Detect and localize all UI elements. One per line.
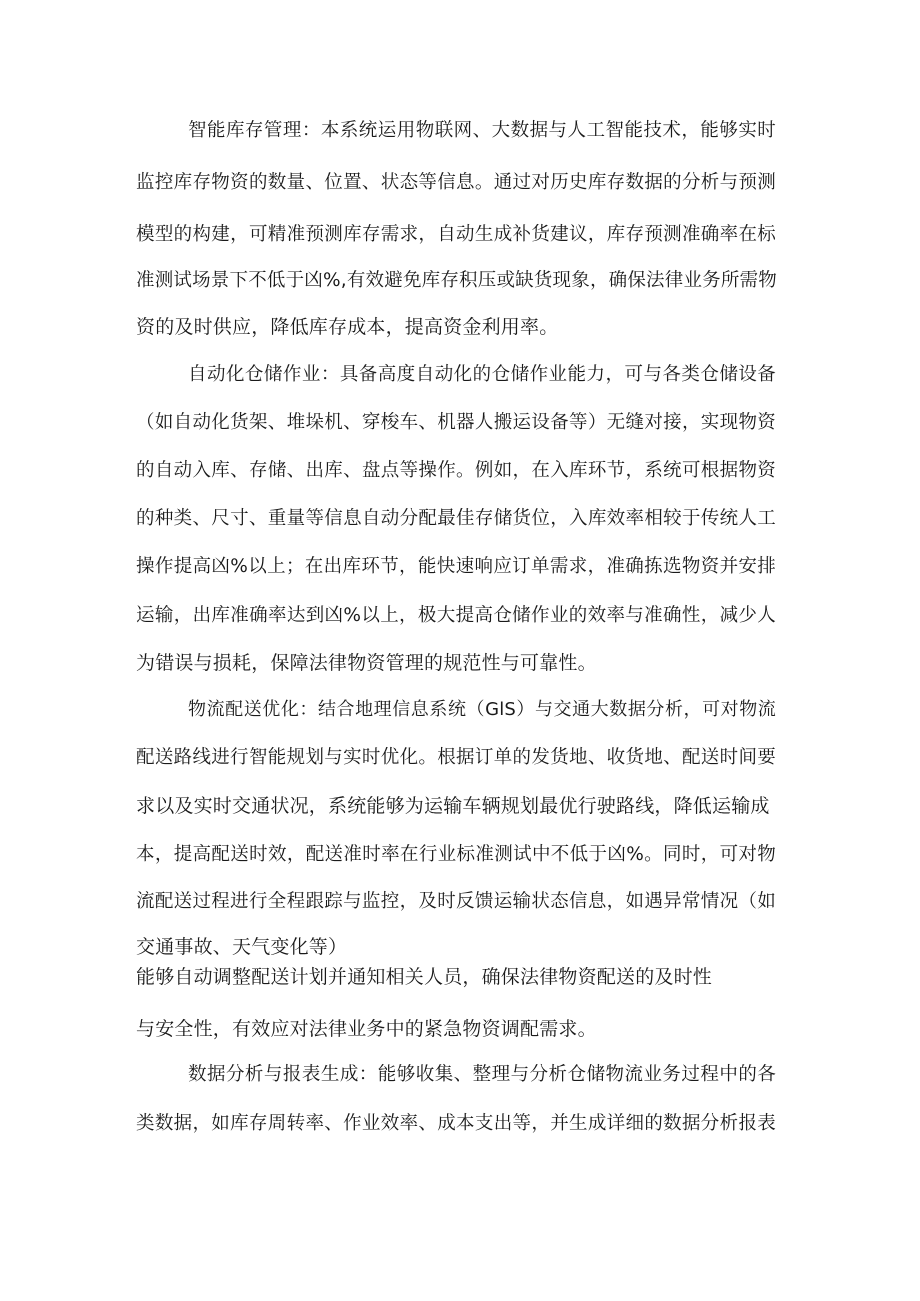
- paragraph-warehousing-line-1: 自动化仓储作业：具备高度自动化的仓储作业能力，可与各类仓储设备: [188, 364, 776, 385]
- paragraph-warehousing-line-3: 的自动入库、存储、出库、盘点等操作。例如，在入库环节，系统可根据物资: [136, 460, 776, 481]
- paragraph-inventory-line-5: 资的及时供应，降低库存成本，提高资金利用率。: [136, 316, 559, 338]
- paragraph-logistics-line-4: 本，提高配送时效，配送准时率在行业标准测试中不低于凶%。同时，可对物: [136, 844, 776, 865]
- paragraph-logistics-line-6: 交通事故、天气变化等）: [136, 936, 348, 958]
- paragraph-data-analysis-line-2: 类数据，如库存周转率、作业效率、成本支出等，并生成详细的数据分析报表: [136, 1113, 776, 1134]
- paragraph-data-analysis-line-1: 数据分析与报表生成：能够收集、整理与分析仓储物流业务过程中的各: [188, 1064, 776, 1085]
- paragraph-logistics-line-3: 求以及实时交通状况，系统能够为运输车辆规划最优行驶路线，降低运输成: [136, 795, 770, 817]
- paragraph-inventory-line-4: 准测试场景下不低于凶%,有效避免库存积压或缺货现象，确保法律业务所需物: [136, 270, 777, 291]
- paragraph-warehousing-line-7: 为错误与损耗，保障法律物资管理的规范性与可靠性。: [136, 652, 597, 674]
- paragraph-warehousing-line-6: 运输，出库准确率达到凶%以上，极大提高仓储作业的效率与准确性，减少人: [136, 605, 776, 626]
- paragraph-inventory-line-1: 智能库存管理：本系统运用物联网、大数据与人工智能技术，能够实时: [188, 120, 776, 141]
- paragraph-warehousing-line-2: （如自动化货架、堆垛机、穿梭车、机器人搬运设备等）无缝对接，实现物资: [136, 412, 776, 433]
- paragraph-warehousing-line-5: 操作提高凶%以上；在出库环节，能快速响应订单需求，准确拣选物资并安排: [136, 556, 776, 577]
- paragraph-logistics-line-5: 流配送过程进行全程跟踪与监控，及时反馈运输状态信息，如遇异常情况（如: [136, 891, 776, 912]
- paragraph-logistics-line-7: 能够自动调整配送计划并通知相关人员，确保法律物资配送的及时性: [136, 966, 713, 988]
- paragraph-warehousing-line-4: 的种类、尺寸、重量等信息自动分配最佳存储货位，入库效率相较于传统人工: [136, 508, 776, 529]
- paragraph-inventory-line-3: 模型的构建，可精准预测库存需求，自动生成补货建议，库存预测准确率在标: [136, 224, 776, 245]
- paragraph-logistics-line-2: 配送路线进行智能规划与实时优化。根据订单的发货地、收货地、配送时间要: [136, 747, 776, 768]
- paragraph-logistics-line-8: 与安全性，有效应对法律业务中的紧急物资调配需求。: [136, 1018, 597, 1040]
- paragraph-inventory-line-2: 监控库存物资的数量、位置、状态等信息。通过对历史库存数据的分析与预测: [136, 172, 776, 193]
- paragraph-logistics-line-1: 物流配送优化：结合地理信息系统（GlS）与交通大数据分析，可对物流: [188, 699, 776, 720]
